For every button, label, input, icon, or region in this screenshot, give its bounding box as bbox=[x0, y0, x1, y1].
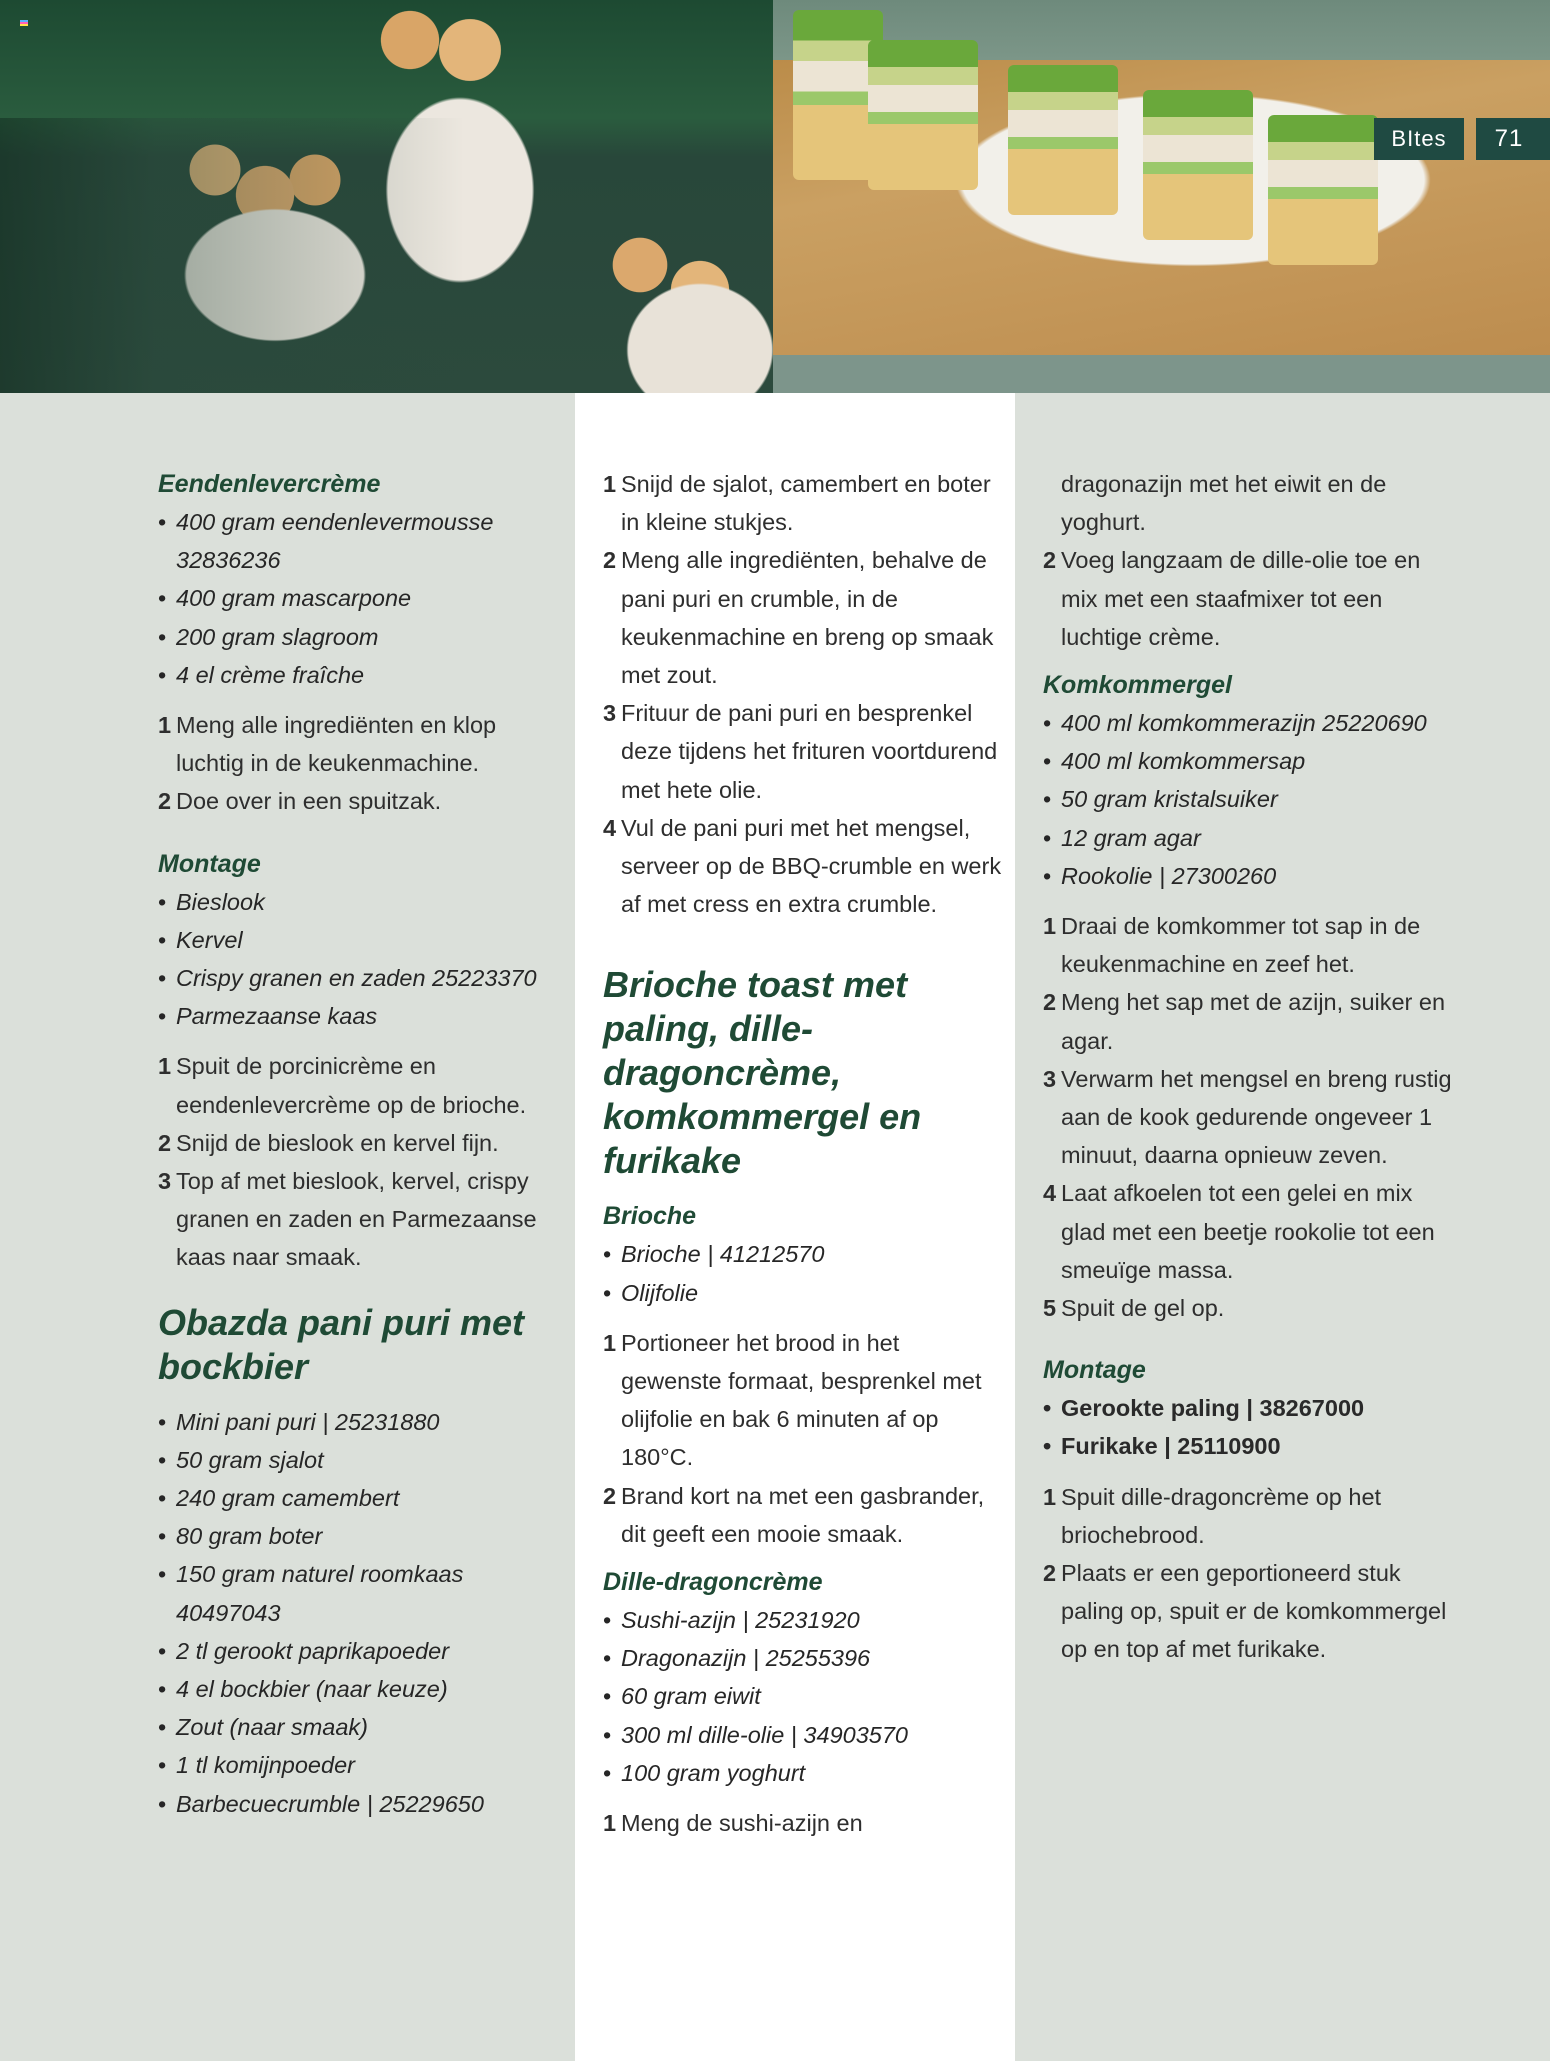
ingredient-item: • Dragonazijn | 25255396 bbox=[603, 1639, 1003, 1677]
page-header-badges bbox=[1374, 118, 1550, 160]
eendenlever-steps bbox=[158, 706, 558, 821]
dille-heading: Dille-dragoncrème bbox=[603, 1568, 823, 1597]
brioche-heading: Brioche bbox=[603, 1202, 697, 1231]
komkommergel-steps bbox=[1043, 907, 1463, 1327]
ingredient-item: • 400 ml komkommerazijn 25220690 bbox=[1043, 704, 1463, 742]
step-item: 3 Top af met bieslook, kervel, crispy granen en zaden en Parmezaanse kaas naar smaak. bbox=[158, 1168, 537, 1271]
komkommergel-heading: Komkommergel bbox=[1043, 671, 1232, 700]
ingredient-item: • Gerookte paling | 38267000 bbox=[1043, 1389, 1463, 1427]
pani-puri-photo bbox=[0, 0, 773, 393]
section-badge: BItes bbox=[1374, 118, 1464, 160]
brioche-recipe-title: Brioche toast met paling, dille-dragoncrème, komkommergel en furikake bbox=[603, 964, 922, 1182]
montage-ingredients bbox=[158, 883, 558, 1036]
obazda-steps bbox=[603, 465, 1003, 923]
dille-steps-continued bbox=[1043, 465, 1463, 541]
ingredient-item: • 4 el crème fraîche bbox=[158, 656, 558, 694]
ingredient-item: • 60 gram eiwit bbox=[603, 1677, 1003, 1715]
montage-heading: Montage bbox=[158, 849, 261, 878]
step-item: 1 Meng alle ingrediënten en klop luchtig in de keukenmachine. bbox=[158, 712, 497, 777]
ingredient-item: • Brioche | 41212570 bbox=[603, 1235, 1003, 1273]
step-item: 3 Verwarm het mengsel en breng rustig aan de kook gedurende ongeveer 1 minuut, daarna opnieuw zeven. bbox=[1043, 1065, 1452, 1169]
ingredient-item: • Barbecuecrumble | 25229650 bbox=[158, 1785, 558, 1823]
ingredient-item: • 2 tl gerookt paprikapoeder bbox=[158, 1632, 558, 1670]
step-item: 2 Brand kort na met een gasbrander, dit geeft een mooie smaak. bbox=[603, 1482, 985, 1547]
dille-steps bbox=[1043, 541, 1463, 656]
ingredient-item: • 12 gram agar bbox=[1043, 819, 1463, 857]
page-number-badge: 71 bbox=[1476, 118, 1550, 160]
ingredient-item: • Zout (naar smaak) bbox=[158, 1708, 558, 1746]
step-item: 1 Snijd de sjalot, camembert en boter in kleine stukjes. bbox=[603, 471, 991, 536]
step-item: 4 Laat afkoelen tot een gelei en mix glad met een beetje rookolie tot een smeuïge massa. bbox=[1043, 1180, 1435, 1283]
ingredient-item: • Parmezaanse kaas bbox=[158, 997, 558, 1035]
dille-ingredients bbox=[603, 1601, 1003, 1792]
montage-heading: Montage bbox=[1043, 1356, 1146, 1385]
brioche-ingredients bbox=[603, 1235, 1003, 1311]
ingredient-item: • Furikake | 25110900 bbox=[1043, 1427, 1463, 1465]
step-item: 1 Portioneer het brood in het gewenste formaat, besprenkel met olijfolie en bak 6 minuten af op 180°C. bbox=[603, 1329, 982, 1471]
ingredient-item: • 80 gram boter bbox=[158, 1517, 558, 1555]
middle-column bbox=[575, 393, 1015, 2061]
ingredient-item: • 400 ml komkommersap bbox=[1043, 742, 1463, 780]
ingredient-item: • 400 gram mascarpone bbox=[158, 579, 558, 617]
step-item: 2 Meng alle ingrediënten, behalve de pani puri en crumble, in de keukenmachine en breng op smaak met zout. bbox=[603, 547, 994, 689]
step-item: 2 Plaats er een geportioneerd stuk paling op, spuit er de komkommergel op en top af met furikake. bbox=[1043, 1560, 1447, 1663]
ingredient-item: • 150 gram naturel roomkaas 40497043 bbox=[158, 1555, 558, 1631]
ingredient-item: • Bieslook bbox=[158, 883, 558, 921]
brioche-toast-photo bbox=[773, 0, 1550, 393]
step-item: 4 Vul de pani puri met het mengsel, serveer op de BBQ-crumble en werk af met cress en extra crumble. bbox=[603, 814, 1002, 918]
ingredient-item: • 400 gram eendenlevermousse 32836236 bbox=[158, 503, 558, 579]
eendenlever-ingredients bbox=[158, 503, 558, 694]
ingredient-item: • 200 gram slagroom bbox=[158, 618, 558, 656]
step-item: 1 Meng de sushi-azijn en bbox=[603, 1810, 863, 1837]
ingredient-item: • Olijfolie bbox=[603, 1274, 1003, 1312]
step-item: 1 Spuit de porcinicrème en eendenlevercrème op de brioche. bbox=[158, 1053, 527, 1118]
step-item: 1 Spuit dille-dragoncrème op het briochebrood. bbox=[1043, 1483, 1382, 1548]
step-item: 2 Meng het sap met de azijn, suiker en agar. bbox=[1043, 989, 1446, 1054]
right-column bbox=[1015, 393, 1550, 2061]
dille-steps-start bbox=[603, 1804, 1003, 1842]
step-item: 5 Spuit de gel op. bbox=[1043, 1295, 1225, 1322]
ingredient-item: • 50 gram kristalsuiker bbox=[1043, 780, 1463, 818]
hero-photos bbox=[0, 0, 1550, 393]
komkommergel-ingredients bbox=[1043, 704, 1463, 895]
step-item: 2 Voeg langzaam de dille-olie toe en mix met een staafmixer tot een luchtige crème. bbox=[1043, 547, 1421, 650]
ingredient-item: • 300 ml dille-olie | 34903570 bbox=[603, 1716, 1003, 1754]
left-column bbox=[0, 393, 575, 2061]
step-item: 3 Frituur de pani puri en besprenkel deze tijdens het frituren voortdurend met hete olie. bbox=[603, 700, 998, 803]
step-item: 2 Doe over in een spuitzak. bbox=[158, 788, 442, 815]
montage-ingredients bbox=[1043, 1389, 1463, 1465]
ingredient-item: • Sushi-azijn | 25231920 bbox=[603, 1601, 1003, 1639]
ingredient-item: • Rookolie | 27300260 bbox=[1043, 857, 1463, 895]
brioche-steps bbox=[603, 1324, 1003, 1553]
ingredient-item: • 4 el bockbier (naar keuze) bbox=[158, 1670, 558, 1708]
step-item: 2 Snijd de bieslook en kervel fijn. bbox=[158, 1129, 499, 1156]
step-item: 1 Draai de komkommer tot sap in de keukenmachine en zeef het. bbox=[1043, 913, 1421, 978]
ingredient-item: • 100 gram yoghurt bbox=[603, 1754, 1003, 1792]
montage-steps bbox=[1043, 1478, 1463, 1669]
ingredient-item: • 240 gram camembert bbox=[158, 1479, 558, 1517]
ingredient-item: • Crispy granen en zaden 25223370 bbox=[158, 959, 558, 997]
ingredient-item: • Kervel bbox=[158, 921, 558, 959]
montage-steps bbox=[158, 1047, 558, 1276]
flag-icon bbox=[20, 20, 28, 26]
ingredient-item: • Mini pani puri | 25231880 bbox=[158, 1403, 558, 1441]
obazda-recipe-title: Obazda pani puri met bockbier bbox=[158, 1301, 525, 1387]
ingredient-item: • 1 tl komijnpoeder bbox=[158, 1746, 558, 1784]
step-item-continued: dragonazijn met het eiwit en de yoghurt. bbox=[1061, 471, 1387, 536]
obazda-ingredients bbox=[158, 1403, 558, 1823]
eendenlever-heading: Eendenlevercrème bbox=[158, 470, 381, 498]
ingredient-item: • 50 gram sjalot bbox=[158, 1441, 558, 1479]
